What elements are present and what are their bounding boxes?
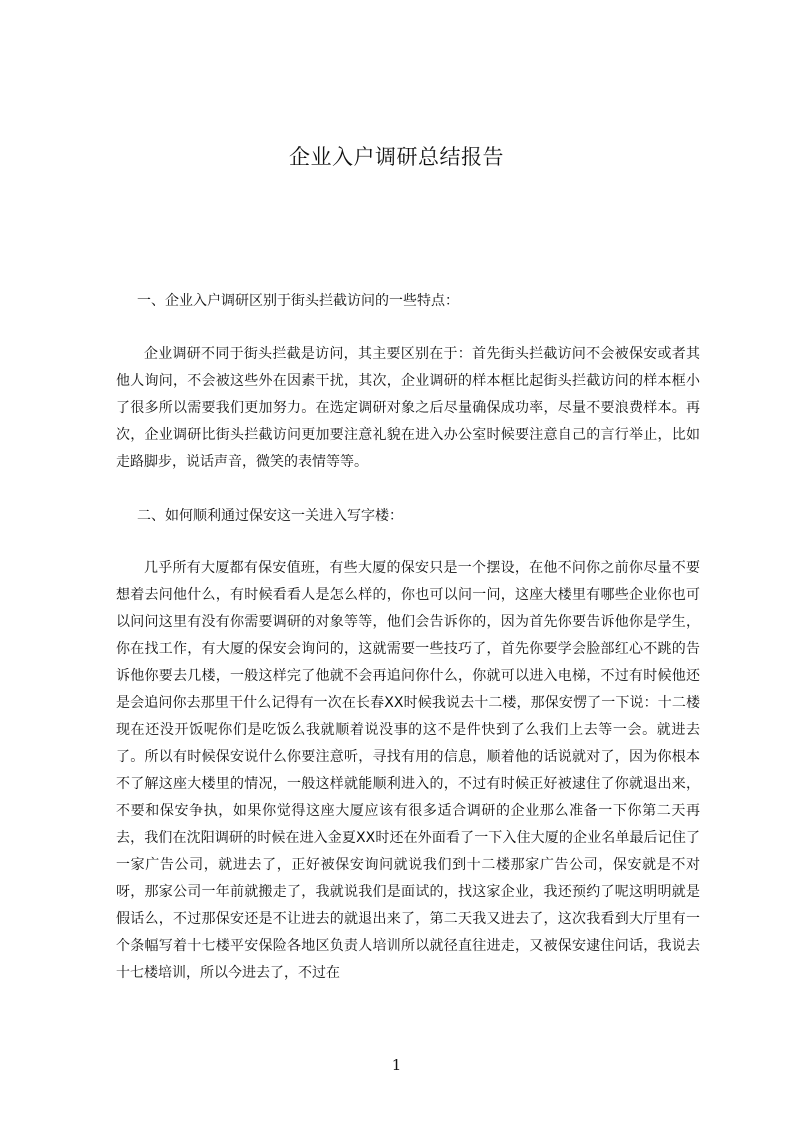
document-title: 企业入户调研总结报告	[289, 145, 504, 169]
page-number: 1	[391, 1056, 402, 1074]
section-heading-2: 二、如何顺利通过保安这一关进入写字楼：	[137, 508, 403, 524]
section-heading-1: 一、企业入户调研区别于街头拦截访问的一些特点：	[137, 293, 459, 309]
section-paragraph-2: 几乎所有大厦都有保安值班，有些大厦的保安只是一个摆设，在他不问你之前你尽量不要想着去问他什么，有时候看看人是怎么样的，你也可以问一问，这座大楼里有哪些企业你也可以问问这里有没有你需要调研的对象等等，他们会告诉你的，因为首先你要告诉他你是学生，你在找工作，有大厦的保安会询问的，这就需要一些技巧了，首先你要学会脸部红心不跳的告诉他你要去几楼，一般这样完了他就不会再追问你什么，你就可以进入电梯，不过有时候他还是会追问你去那里干什么记得有一次在长春XX时候我说去十二楼，那保安愣了一下说：十二楼现在还没开饭呢你们是吃饭么我就顺着说没事的这不是件快到了么我们上去等一会。就进去了。所以有时候保安说什么你要注意听，寻找有用的信息，顺着他的话说就对了，因为你根本不了解这座大楼里的情况，一般这样就能顺利进入的，不过有时候正好被逮住了你就退出来，不要和保安争执，如果你觉得这座大厦应该有很多适合调研的企业那么准备一下你第二天再去，我们在沈阳调研的时候在进入金夏XX时还在外面看了一下入住大厦的企业名单最后记住了一家广告公司，就进去了，正好被保安询问就说我们到十二楼那家广告公司，保安就是不对呀，那家公司一年前就搬走了，我就说我们是面试的，找这家企业，我还预约了呢这明明就是假话么，不过那保安还是不让进去的就退出来了，第二天我又进去了，这次我看到大厅里有一个条幅写着十七楼平安保险各地区负责人培训所以就径直往进走，又被保安逮住问话，我说去十七楼培训，所以今进去了，不过在	[116, 560, 700, 981]
section-paragraph-1: 企业调研不同于街头拦截是访问，其主要区别在于：首先街头拦截访问不会被保安或者其他人询问，不会被这些外在因素干扰，其次，企业调研的样本框比起街头拦截访问的样本框小了很多所以需要我们更加努力。在选定调研对象之后尽量确保成功率，尽量不要浪费样本。再次，企业调研比街头拦截访问更加要注意礼貌在进入办公室时候要注意自己的言行举止，比如走路脚步，说话声音，微笑的表情等等。	[116, 346, 700, 470]
